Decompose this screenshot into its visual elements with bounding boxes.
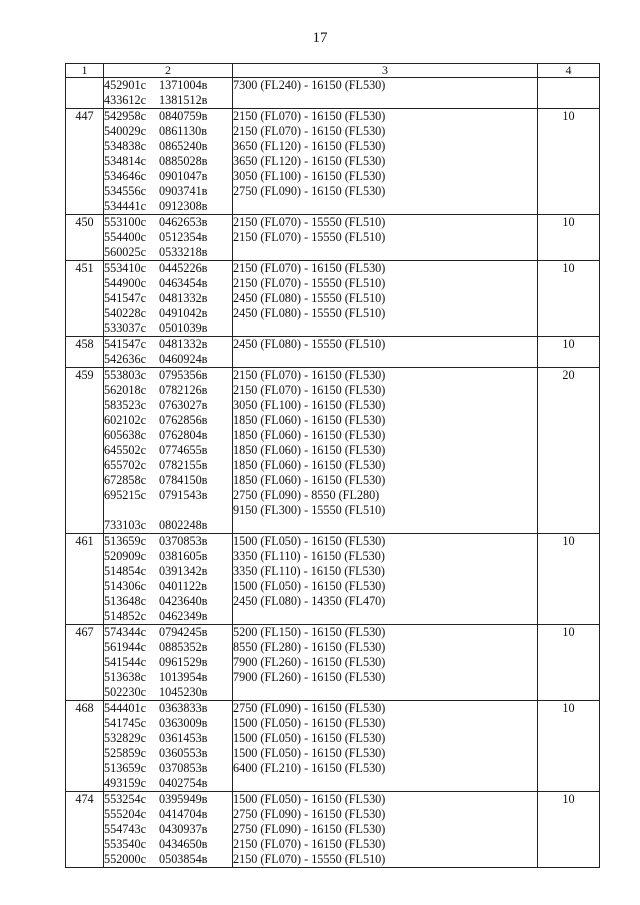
header-col-1: 1 xyxy=(66,64,104,78)
level-line: 9150 (FL300) - 15550 (FL510) xyxy=(233,503,386,517)
coordinate-line xyxy=(104,321,232,336)
latitude: 513659с xyxy=(104,761,146,775)
coordinate-line xyxy=(104,609,232,624)
table-body xyxy=(66,78,600,868)
coordinate-line xyxy=(104,443,232,458)
coordinates-cell xyxy=(104,792,233,868)
longitude: 1045230в xyxy=(159,685,208,699)
longitude: 0794245в xyxy=(159,625,208,639)
latitude: 733103с xyxy=(104,518,146,532)
coordinate-line xyxy=(104,488,232,503)
page-number: 17 xyxy=(312,30,328,46)
latitude: 554743с xyxy=(104,822,146,836)
longitude: 0462349в xyxy=(159,609,208,623)
width-value: 10 xyxy=(538,337,600,368)
level-line: 7300 (FL240) - 16150 (FL530) xyxy=(233,78,386,92)
levels-cell xyxy=(233,701,538,792)
latitude: 541547с xyxy=(104,291,146,305)
row-number: 447 xyxy=(66,109,104,215)
width-value: 20 xyxy=(538,368,600,534)
latitude: 534646с xyxy=(104,169,146,183)
longitude: 1381512в xyxy=(159,93,208,107)
coordinate-line xyxy=(104,154,232,169)
longitude: 0865240в xyxy=(159,139,208,153)
longitude: 1013954в xyxy=(159,670,208,684)
level-line: 1500 (FL050) - 16150 (FL530) xyxy=(233,579,386,593)
coordinate-line xyxy=(104,78,232,93)
coordinate-line xyxy=(104,169,232,184)
width-value: 10 xyxy=(538,261,600,337)
coordinate-line xyxy=(104,549,232,564)
level-line: 2750 (FL090) - 16150 (FL530) xyxy=(233,701,386,715)
longitude: 0363833в xyxy=(159,701,208,715)
longitude: 0463454в xyxy=(159,276,208,290)
latitude: 542636с xyxy=(104,352,146,366)
coordinate-line xyxy=(104,670,232,685)
latitude: 555204с xyxy=(104,807,146,821)
latitude: 534441с xyxy=(104,199,146,213)
latitude: 532829с xyxy=(104,731,146,745)
longitude: 0402754в xyxy=(159,776,208,790)
latitude: 433612с xyxy=(104,93,146,107)
latitude: 520909с xyxy=(104,549,146,563)
level-line: 1850 (FL060) - 16150 (FL530) xyxy=(233,443,386,457)
latitude: 583523с xyxy=(104,398,146,412)
header-col-3: 3 xyxy=(233,64,538,78)
level-line: 5200 (FL150) - 16150 (FL530) xyxy=(233,625,386,639)
coordinate-line xyxy=(104,184,232,199)
level-line: 2150 (FL070) - 15550 (FL510) xyxy=(233,215,386,229)
row-number xyxy=(66,78,104,109)
latitude: 540228с xyxy=(104,306,146,320)
latitude: 513648с xyxy=(104,594,146,608)
latitude: 514854с xyxy=(104,564,146,578)
level-line: 1850 (FL060) - 16150 (FL530) xyxy=(233,428,386,442)
table-row xyxy=(66,261,600,337)
level-line: 1850 (FL060) - 16150 (FL530) xyxy=(233,413,386,427)
level-line: 2150 (FL070) - 15550 (FL510) xyxy=(233,230,386,244)
latitude: 493159с xyxy=(104,776,146,790)
header-row xyxy=(66,64,600,78)
row-number: 461 xyxy=(66,534,104,625)
coordinate-line xyxy=(104,625,232,640)
longitude: 0782126в xyxy=(159,383,208,397)
level-line: 1850 (FL060) - 16150 (FL530) xyxy=(233,473,386,487)
coordinate-line xyxy=(104,124,232,139)
levels-cell xyxy=(233,78,538,109)
longitude: 0391342в xyxy=(159,564,208,578)
coordinate-line xyxy=(104,458,232,473)
longitude: 0840759в xyxy=(159,109,208,123)
longitude: 0762856в xyxy=(159,413,208,427)
coordinate-line xyxy=(104,534,232,549)
latitude: 553410с xyxy=(104,261,146,275)
longitude: 0462653в xyxy=(159,215,208,229)
latitude: 562018с xyxy=(104,383,146,397)
longitude: 0782155в xyxy=(159,458,208,472)
longitude: 0434650в xyxy=(159,837,208,851)
longitude: 0423640в xyxy=(159,594,208,608)
longitude: 0401122в xyxy=(159,579,207,593)
level-line: 2450 (FL080) - 15550 (FL510) xyxy=(233,337,386,351)
latitude: 525859с xyxy=(104,746,146,760)
level-line: 3350 (FL110) - 16150 (FL530) xyxy=(233,564,385,578)
coordinate-line xyxy=(104,594,232,609)
longitude: 0481332в xyxy=(159,337,208,351)
longitude: 0885028в xyxy=(159,154,208,168)
header-col-4: 4 xyxy=(538,64,600,78)
route-table xyxy=(65,63,600,868)
width-value: 10 xyxy=(538,109,600,215)
coordinate-line xyxy=(104,716,232,731)
coordinate-line xyxy=(104,640,232,655)
level-line: 2150 (FL070) - 16150 (FL530) xyxy=(233,124,386,138)
longitude: 0533218в xyxy=(159,245,208,259)
latitude: 695215с xyxy=(104,488,146,502)
longitude: 0363009в xyxy=(159,716,208,730)
coordinate-line xyxy=(104,398,232,413)
latitude: 553803с xyxy=(104,368,146,382)
table-row xyxy=(66,792,600,868)
coordinate-line xyxy=(104,731,232,746)
latitude: 672858с xyxy=(104,473,146,487)
latitude: 553100с xyxy=(104,215,146,229)
width-value: 10 xyxy=(538,215,600,261)
latitude: 541547с xyxy=(104,337,146,351)
coordinates-cell xyxy=(104,534,233,625)
latitude: 514306с xyxy=(104,579,146,593)
longitude: 0395949в xyxy=(159,792,208,806)
latitude: 554400с xyxy=(104,230,146,244)
longitude: 0361453в xyxy=(159,731,208,745)
level-line: 2150 (FL070) - 16150 (FL530) xyxy=(233,837,386,851)
row-number: 451 xyxy=(66,261,104,337)
level-line: 2150 (FL070) - 16150 (FL530) xyxy=(233,368,386,382)
table-row xyxy=(66,337,600,368)
latitude: 602102с xyxy=(104,413,146,427)
longitude: 0774655в xyxy=(159,443,208,457)
level-line: 2150 (FL070) - 15550 (FL510) xyxy=(233,276,386,290)
levels-cell xyxy=(233,368,538,534)
coordinate-line xyxy=(104,261,232,276)
level-line: 2450 (FL080) - 14350 (FL470) xyxy=(233,594,386,608)
levels-cell xyxy=(233,625,538,701)
latitude: 542958с xyxy=(104,109,146,123)
table-row xyxy=(66,368,600,534)
level-line: 2150 (FL070) - 16150 (FL530) xyxy=(233,383,386,397)
longitude: 0885352в xyxy=(159,640,208,654)
row-number: 450 xyxy=(66,215,104,261)
latitude: 533037с xyxy=(104,321,146,335)
coordinate-line xyxy=(104,579,232,594)
coordinates-cell xyxy=(104,625,233,701)
longitude: 0784150в xyxy=(159,473,208,487)
level-line: 8550 (FL280) - 16150 (FL530) xyxy=(233,640,386,654)
coordinate-line xyxy=(104,837,232,852)
coordinate-line xyxy=(104,518,232,533)
longitude: 0903741в xyxy=(159,184,208,198)
coordinate-line xyxy=(104,776,232,791)
longitude: 0381605в xyxy=(159,549,208,563)
coordinates-cell xyxy=(104,78,233,109)
row-number: 468 xyxy=(66,701,104,792)
coordinate-line xyxy=(104,701,232,716)
longitude: 0503854в xyxy=(159,852,208,866)
level-line: 2750 (FL090) - 16150 (FL530) xyxy=(233,807,386,821)
row-number: 474 xyxy=(66,792,104,868)
coordinate-line xyxy=(104,792,232,807)
coordinate-line xyxy=(104,245,232,260)
coordinates-cell xyxy=(104,337,233,368)
level-line: 7900 (FL260) - 16150 (FL530) xyxy=(233,655,386,669)
coordinate-line xyxy=(104,199,232,214)
table-row xyxy=(66,701,600,792)
levels-cell xyxy=(233,792,538,868)
level-line: 3050 (FL100) - 16150 (FL530) xyxy=(233,169,386,183)
coordinate-line xyxy=(104,291,232,306)
coordinate-line xyxy=(104,109,232,124)
levels-cell xyxy=(233,109,538,215)
latitude: 534838с xyxy=(104,139,146,153)
levels-cell xyxy=(233,534,538,625)
levels-cell xyxy=(233,215,538,261)
longitude: 0512354в xyxy=(159,230,208,244)
level-line: 2150 (FL070) - 16150 (FL530) xyxy=(233,109,386,123)
table-row xyxy=(66,534,600,625)
longitude: 0430937в xyxy=(159,822,208,836)
coordinate-line xyxy=(104,139,232,154)
latitude: 541745с xyxy=(104,716,146,730)
coordinates-cell xyxy=(104,215,233,261)
latitude: 514852с xyxy=(104,609,146,623)
longitude: 0961529в xyxy=(159,655,208,669)
coordinates-cell xyxy=(104,701,233,792)
table-row xyxy=(66,78,600,109)
width-value: 10 xyxy=(538,701,600,792)
longitude: 0802248в xyxy=(159,518,208,532)
latitude: 574344с xyxy=(104,625,146,639)
level-line: 3650 (FL120) - 16150 (FL530) xyxy=(233,139,386,153)
coordinate-line xyxy=(104,807,232,822)
longitude: 0861130в xyxy=(159,124,207,138)
coordinate-line xyxy=(104,428,232,443)
coordinate-line xyxy=(104,473,232,488)
latitude: 561944с xyxy=(104,640,146,654)
longitude: 0795356в xyxy=(159,368,208,382)
level-line: 1500 (FL050) - 16150 (FL530) xyxy=(233,534,386,548)
coordinates-cell xyxy=(104,261,233,337)
table-row xyxy=(66,215,600,261)
latitude: 534814с xyxy=(104,154,146,168)
latitude: 541544с xyxy=(104,655,146,669)
coordinates-cell xyxy=(104,368,233,534)
latitude: 544401с xyxy=(104,701,146,715)
level-line: 1500 (FL050) - 16150 (FL530) xyxy=(233,731,386,745)
longitude: 0460924в xyxy=(159,352,208,366)
longitude: 0360553в xyxy=(159,746,208,760)
coordinate-line xyxy=(104,822,232,837)
coordinates-cell xyxy=(104,109,233,215)
table-row xyxy=(66,625,600,701)
table-row xyxy=(66,109,600,215)
longitude: 0912308в xyxy=(159,199,208,213)
level-line: 1850 (FL060) - 16150 (FL530) xyxy=(233,458,386,472)
level-line: 3050 (FL100) - 16150 (FL530) xyxy=(233,398,386,412)
latitude: 452901с xyxy=(104,78,146,92)
level-line: 2750 (FL090) - 16150 (FL530) xyxy=(233,184,386,198)
width-value: 10 xyxy=(538,625,600,701)
latitude: 534556с xyxy=(104,184,146,198)
coordinate-line xyxy=(104,276,232,291)
longitude: 0370853в xyxy=(159,761,208,775)
level-line: 7900 (FL260) - 16150 (FL530) xyxy=(233,670,386,684)
longitude: 0481332в xyxy=(159,291,208,305)
latitude: 553540с xyxy=(104,837,146,851)
row-number: 459 xyxy=(66,368,104,534)
coordinate-line xyxy=(104,413,232,428)
level-line: 3350 (FL110) - 16150 (FL530) xyxy=(233,549,385,563)
coordinate-line xyxy=(104,368,232,383)
longitude: 0501039в xyxy=(159,321,208,335)
coordinate-line xyxy=(104,852,232,867)
coordinate-line xyxy=(104,564,232,579)
level-line: 2750 (FL090) - 8550 (FL280) xyxy=(233,488,380,502)
longitude: 0370853в xyxy=(159,534,208,548)
level-line: 2750 (FL090) - 16150 (FL530) xyxy=(233,822,386,836)
longitude: 1371004в xyxy=(159,78,208,92)
latitude: 502230с xyxy=(104,685,146,699)
row-number: 467 xyxy=(66,625,104,701)
coordinate-line xyxy=(104,746,232,761)
coordinate-line xyxy=(104,383,232,398)
level-line: 3650 (FL120) - 16150 (FL530) xyxy=(233,154,386,168)
latitude: 544900с xyxy=(104,276,146,290)
latitude: 513659с xyxy=(104,534,146,548)
longitude: 0445226в xyxy=(159,261,208,275)
header-col-2: 2 xyxy=(104,64,233,78)
level-line: 1500 (FL050) - 16150 (FL530) xyxy=(233,716,386,730)
level-line: 2150 (FL070) - 15550 (FL510) xyxy=(233,852,386,866)
width-value: 10 xyxy=(538,792,600,868)
latitude: 655702с xyxy=(104,458,146,472)
latitude: 552000с xyxy=(104,852,146,866)
longitude: 0414704в xyxy=(159,807,208,821)
level-line: 6400 (FL210) - 16150 (FL530) xyxy=(233,761,386,775)
latitude: 605638с xyxy=(104,428,146,442)
longitude: 0791543в xyxy=(159,488,208,502)
longitude: 0491042в xyxy=(159,306,208,320)
latitude: 513638с xyxy=(104,670,146,684)
longitude: 0762804в xyxy=(159,428,208,442)
latitude: 645502с xyxy=(104,443,146,457)
latitude: 540029с xyxy=(104,124,146,138)
coordinate-line xyxy=(104,230,232,245)
level-line: 2150 (FL070) - 16150 (FL530) xyxy=(233,261,386,275)
longitude: 0901047в xyxy=(159,169,208,183)
coordinate-line xyxy=(104,215,232,230)
latitude: 553254с xyxy=(104,792,146,806)
level-line: 1500 (FL050) - 16150 (FL530) xyxy=(233,792,386,806)
coordinate-line xyxy=(104,337,232,352)
latitude: 560025с xyxy=(104,245,146,259)
levels-cell xyxy=(233,261,538,337)
coordinate-line xyxy=(104,352,232,367)
row-number: 458 xyxy=(66,337,104,368)
width-value: 10 xyxy=(538,534,600,625)
coordinate-line xyxy=(104,655,232,670)
level-line: 1500 (FL050) - 16150 (FL530) xyxy=(233,746,386,760)
level-line: 2450 (FL080) - 15550 (FL510) xyxy=(233,291,386,305)
coordinate-line xyxy=(104,503,232,518)
coordinate-line xyxy=(104,306,232,321)
level-line: 2450 (FL080) - 15550 (FL510) xyxy=(233,306,386,320)
levels-cell xyxy=(233,337,538,368)
coordinate-line xyxy=(104,761,232,776)
coordinate-line xyxy=(104,685,232,700)
longitude: 0763027в xyxy=(159,398,208,412)
width-value xyxy=(538,78,600,109)
coordinate-line xyxy=(104,93,232,108)
